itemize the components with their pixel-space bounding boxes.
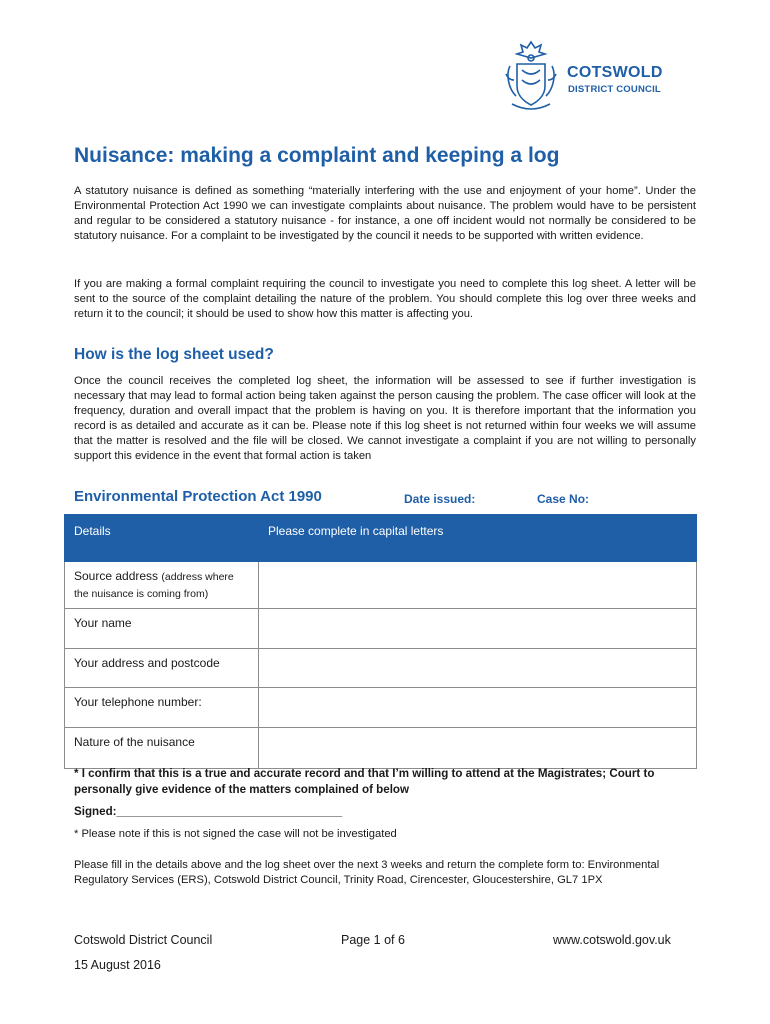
signature-line[interactable]: Signed:___________________________________ [74,805,343,818]
date-issued-label: Date issued: [404,492,476,506]
coat-of-arms-icon [500,38,562,116]
act-heading: Environmental Protection Act 1990 [74,488,322,505]
logo-subtitle: DISTRICT COUNCIL [568,84,661,95]
section-paragraph: Once the council receives the completed log sheet, the information will be assessed to see if further investigation is necessary that may lead to formal action being taken against the person causing the problem. The case officer will look at the frequency, duration and overall impact that the problem is having on you. It is therefore important that the information you record is as detailed and accurate as it can be. Please note if this log sheet is not returned within four weeks we will assume that the matter is resolved and the file will be closed. We cannot investigate a complaint if you are not willing to personally support this evidence in the event that formal action is taken [74,375,696,462]
intro-paragraph-1: A statutory nuisance is defined as something “materially interfering with the use and enjoyment of your home”. Under the Environmental Protection Act 1990 we can investigate complaints about nuisance. The problem would have to be persistent and regular to be considered a statutory nuisance - for instance, a one off incident would not normally be considered to be statutory nuisance. For a complaint to be investigated by the council it needs to be supported with written evidence. [74,185,696,242]
signature-note: * Please note if this is not signed the case will not be investigated [74,828,397,840]
footer-website: www.cotswold.gov.uk [553,933,671,947]
address-postcode-field[interactable] [259,649,697,688]
return-instructions: Please fill in the details above and the log sheet over the next 3 weeks and return the complete form to: Environmental Regulatory Services (ERS), Cotswold District Council, Trinity Road, Cirencester, Gloucestershire, GL7 1PX [74,859,660,886]
page-title: Nuisance: making a complaint and keeping a log [74,144,560,167]
your-name-field[interactable] [259,609,697,649]
table-row [65,649,697,688]
table-row [65,609,697,649]
case-no-label: Case No: [537,492,590,506]
header-details: Details [65,515,259,562]
source-address-field[interactable] [259,562,697,609]
footer-date: 15 August 2016 [74,958,161,972]
your-name-label: Your name [65,609,259,649]
telephone-field[interactable] [259,688,697,728]
source-address-label [65,562,259,609]
complaint-form-table [64,514,697,769]
table-row [65,562,697,609]
table-row [65,728,697,769]
nature-of-nuisance-label: Nature of the nuisance [65,728,259,769]
table-header-row [65,515,697,562]
header-instructions: Please complete in capital letters [259,515,697,562]
table-row [65,688,697,728]
address-postcode-label: Your address and postcode [65,649,259,688]
nature-of-nuisance-field[interactable] [259,728,697,769]
section-heading: How is the log sheet used? [74,346,274,363]
intro-paragraph-2: If you are making a formal complaint requiring the council to investigate you need to complete this log sheet. A letter will be sent to the source of the complaint detailing the nature of the problem. You should complete this log over three weeks and return it to the council; it should be used to show how this matter is affecting you. [74,278,696,320]
footer-page-number: Page 1 of 6 [341,933,405,947]
confirmation-statement: * I confirm that this is a true and accurate record and that I’m willing to attend at the Magistrates; Court to personally give evidence of the matters complained of below [74,767,655,796]
council-logo [500,38,690,118]
telephone-label: Your telephone number: [65,688,259,728]
logo-name: COTSWOLD [567,64,663,81]
source-address-hint: (address where the nuisance is coming from) [74,571,234,600]
footer-org: Cotswold District Council [74,933,213,947]
source-address-text: Source address [74,569,159,583]
